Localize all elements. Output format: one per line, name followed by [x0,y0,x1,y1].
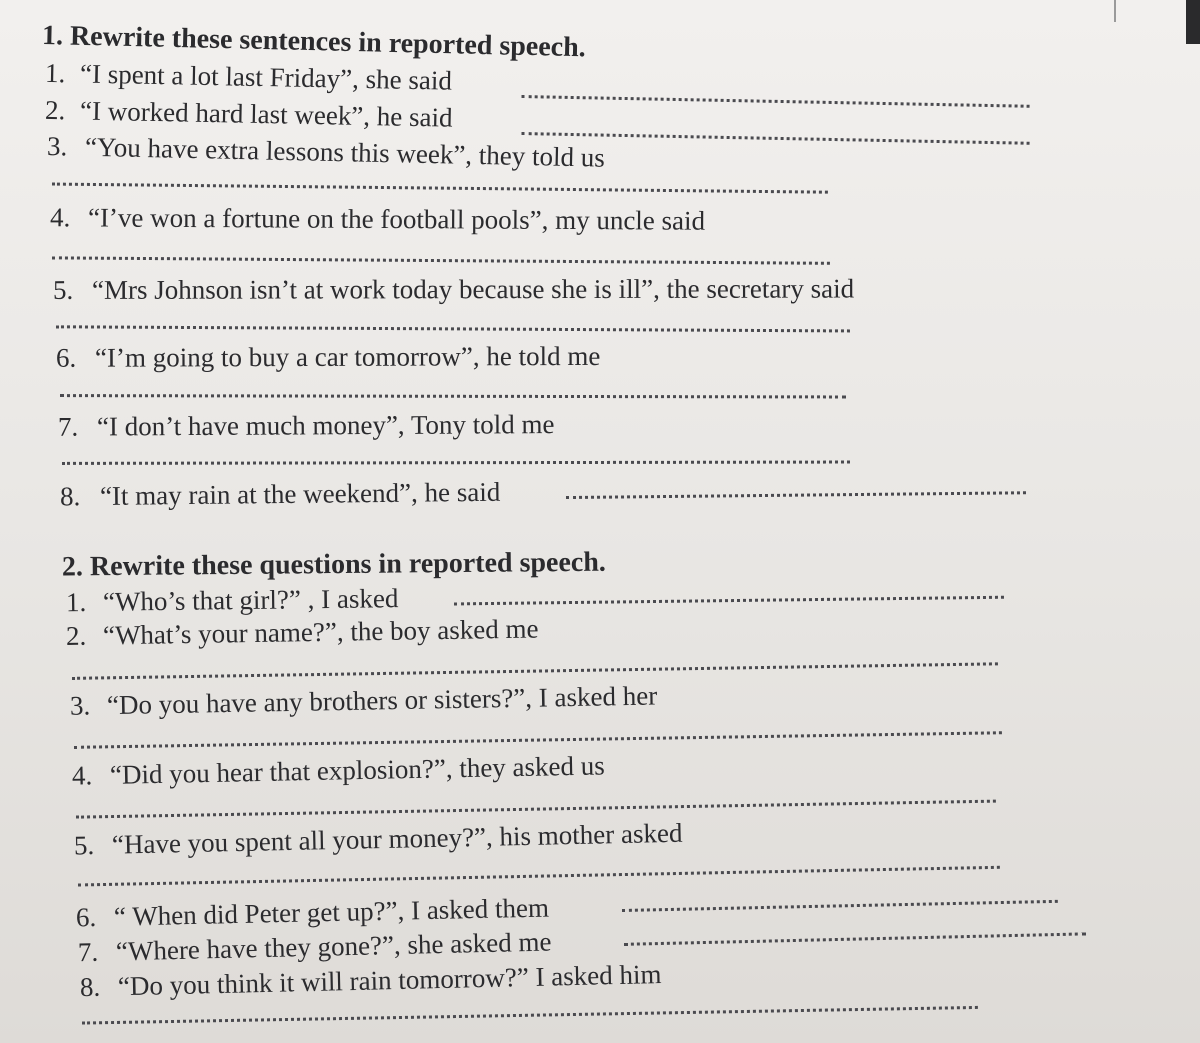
item-number: 6. [55,342,77,373]
item-number: 1. [65,586,87,618]
item-text: “Mrs Johnson isn’t at work today because she is ill”, the secretary said [91,273,855,305]
item-number: 6. [75,901,97,933]
item-text: “It may rain at the weekend”, he said [99,476,501,511]
item-text: “Have you spent all your money?”, his mother asked [111,817,683,860]
s1-item-6 [0,337,1200,379]
item-text: “Do you have any brothers or sisters?”, I asked her [106,680,658,721]
answer-line[interactable] [52,256,830,264]
item-number: 7. [77,936,99,968]
item-text: “I’ve won a fortune on the football pools”, my uncle said [87,202,706,236]
answer-line[interactable] [624,932,1086,945]
item-number: 2. [44,94,66,126]
answer-line[interactable] [622,900,1058,912]
item-number: 3. [69,690,91,721]
item-text: “Who’s that girl?” , I asked [102,583,399,617]
answer-line[interactable] [52,183,828,194]
answer-line[interactable] [56,325,850,332]
item-number: 8. [59,481,81,512]
item-text: “I don’t have much money”, Tony told me [96,409,555,442]
item-number: 3. [46,130,68,162]
item-number: 4. [49,202,71,233]
item-number: 1. [44,57,66,89]
item-text: “I spent a lot last Friday”, she said [79,58,453,96]
item-text: “Where have they gone?”, she asked me [115,926,552,967]
item-text: “I worked hard last week”, he said [79,95,453,133]
page-fold [1114,0,1116,22]
section-1-heading: 1. Rewrite these sentences in reported speech. [41,19,587,64]
item-number: 4. [71,760,93,791]
item-text: “I’m going to buy a car tomorrow”, he told me [94,340,601,373]
answer-line[interactable] [566,491,1026,499]
item-text: “Did you hear that explosion?”, they asked us [109,750,605,790]
item-number: 8. [79,971,101,1003]
answer-line[interactable] [82,1006,978,1025]
item-text: “ When did Peter get up?”, I asked them [113,892,550,932]
item-number: 5. [73,830,95,861]
section-2-heading: 2. Rewrite these questions in reported speech. [61,546,606,583]
answer-line[interactable] [60,394,846,398]
item-text: “Do you think it will rain tomorrow?” I asked him [117,958,662,1002]
item-number: 2. [65,620,87,651]
item-text: “You have extra lessons this week”, they told us [84,131,606,173]
item-text: “What’s your name?”, the boy asked me [102,613,539,651]
answer-line[interactable] [454,596,1004,606]
page-edge [1186,0,1200,44]
answer-line[interactable] [62,461,850,465]
item-number: 7. [57,411,79,442]
item-number: 5. [52,274,74,305]
